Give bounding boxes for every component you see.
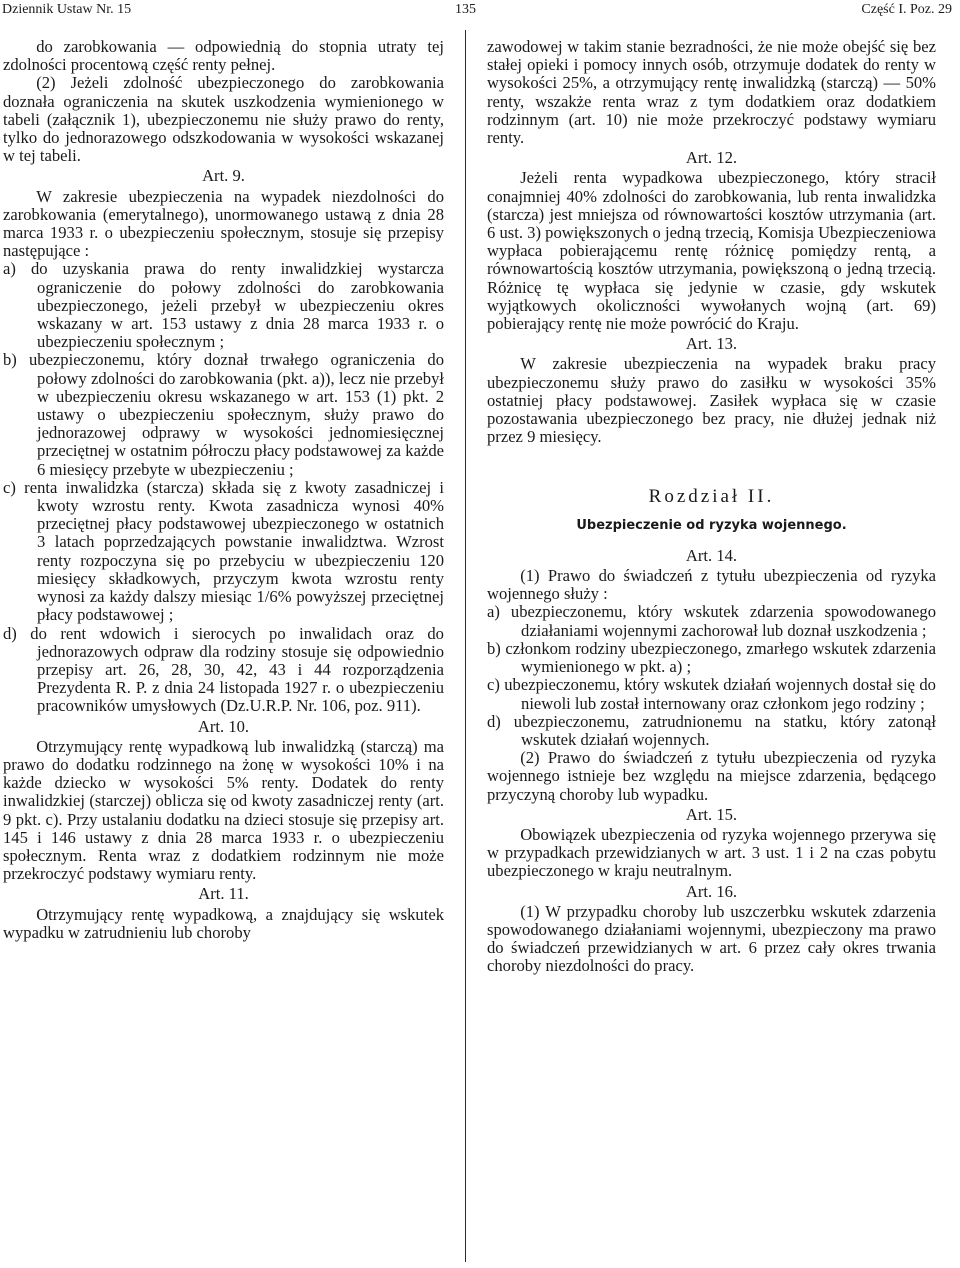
paragraph: do zarobkowania — odpowiednią do stopnia utraty tej zdolności procentową część renty pełnej. (3, 37, 444, 75)
paragraph: Obowiązek ubezpieczenia od ryzyka wojennego przerywa się w przypadkach przewidzianych w art. 3 ust. 1 i 2 na czas pobytu ubezpieczonego w kraju neutralnym. (487, 824, 936, 881)
paragraph: (2) Jeżeli zdolność ubezpieczonego do zarobkowania doznała ograniczenia na skutek uszkodzenia wymienionego w tabeli (załącznik 1), ubezpieczonemu nie służy prawo do renty, tylko do jednorazowego odszkodowania w wysokości wskazanej w tej tabeli. (3, 73, 444, 166)
list-item (487, 713, 936, 749)
list-item-label: d) (3, 623, 17, 643)
list-item-text: ubezpieczonemu, który doznał trwałego ograniczenia do połowy zdolności do zarobkowania (pkt. a)), lecz nie przebył w ubezpieczeniu okresu wskazanego w art. 153 (1) pkt. 2 ustawy o ubezpieczeniu społecznym, służy prawo do jednorazowej odprawy w wysokości jednomiesięcznej przeciętnej w ostatnim półroczu płacy podstawowej za każde 6 miesięcy przebyte w ubezpieczeniu ; (28, 350, 445, 479)
left-column (3, 38, 444, 942)
chapter-subtitle: Ubezpieczenie od ryzyka wojennego. (576, 517, 847, 533)
list-item-text: ubezpieczonemu, który wskutek działań wojennych dostał się do niewoli lub został internowany oraz członkom jego rodziny ; (504, 675, 936, 713)
list-item-label: c) (487, 675, 500, 695)
paragraph: (2) Prawo do świadczeń z tytułu ubezpieczenia od ryzyka wojennego istnieje bez względu na miejsce zdarzenia, będącego przyczyną choroby lub wypadku. (487, 748, 936, 804)
list-item (487, 603, 936, 639)
article-heading: Art. 11. (198, 884, 249, 904)
section-reference: Część I. Poz. 29 (861, 2, 952, 17)
list-item-label: b) (487, 638, 501, 658)
page-header (0, 2, 960, 22)
article-heading: Art. 9. (202, 166, 245, 186)
paragraph: W zakresie ubezpieczenia na wypadek braku pracy ubezpieczonemu służy prawo do zasiłku w wysokości 35% ostatniej płacy podstawowej. Zasiłek wypłaca się w czasie pozostawania ubezpieczonego bez pracy, nie dłużej jednak niż przez 9 miesięcy. (487, 354, 936, 447)
paragraph: Jeżeli renta wypadkowa ubezpieczonego, który stracił conajmniej 40% zdolności do zarobkowania, lub renta inwalidzka (starcza) jest mniejsza od równowartości kosztów utrzymania (art. 6 ust. 3) powiększonych o jedną trzecią, Komisja Ubezpieczeniowa wypłaca pobierającemu rentę różnicę pomiędzy rentą, a równowartością kosztów utrzymania, powiększoną o jedną trzecią. Różnicę tę wypłaca się jedynie w czasie, gdy wskutek wyjątkowych okoliczności wywołanych wojną (art. 69) pobierający rentę nie może powrócić do Kraju. (487, 168, 936, 334)
page-number: 135 (455, 2, 476, 17)
paragraph: zawodowej w takim stanie bezradności, że nie może obejść się bez stałej opieki i pomocy innych osób, otrzymuje dodatek do renty w wysokości 25%, a otrzymujący rentę inwalidzką (starczą) — 50% renty, wszakże renta wraz z tym dodatkiem oraz dodatkiem rodzinnym (art. 10) nie może przekroczyć podstawy wymiaru renty. (487, 37, 936, 148)
article-heading: Art. 12. (685, 148, 738, 168)
article-heading: Art. 15. (685, 804, 738, 824)
list-item (3, 479, 444, 625)
paragraph: Otrzymujący rentę wypadkową, a znajdujący się wskutek wypadku w zatrudnieniu lub choroby (3, 904, 444, 942)
article-heading: Art. 13. (685, 334, 738, 354)
chapter-heading: Rozdział II. (648, 486, 775, 508)
paragraph: (1) Prawo do świadczeń z tytułu ubezpieczenia od ryzyka wojennego służy : (487, 566, 936, 604)
list-item-text: ubezpieczonemu, zatrudnionemu na statku, który zatonął wskutek działań wojennych. (513, 711, 936, 749)
article-heading: Art. 16. (685, 881, 738, 901)
list-item-label: a) (3, 259, 16, 279)
list-item (487, 676, 936, 712)
list-item-label: b) (3, 350, 17, 370)
list-item (3, 260, 444, 351)
column-divider (465, 30, 466, 1262)
journal-title: Dziennik Ustaw Nr. 15 (2, 2, 132, 17)
list-item-label: c) (3, 477, 16, 497)
list-item (3, 625, 444, 716)
paragraph: (1) W przypadku choroby lub uszczerbku wskutek zdarzenia spowodowanego działaniami wojennymi, ubezpieczony ma prawo do świadczeń przewidzianych w art. 6 przez cały okres trwania choroby niezdolności do pracy. (487, 901, 936, 976)
paragraph: Otrzymujący rentę wypadkową lub inwalidzką (starczą) ma prawo do dodatku rodzinnego na żonę w wysokości 10% i na każde dziecko w wysokości 5% renty. Dodatek do renty inwalidzkiej (starczej) oblicza się od kwoty zasadniczej renty (art. 9 pkt. c). Przy ustalaniu dodatku na dzieci stosuje się przepisy art. 145 i 146 ustawy z dnia 28 marca 1933 r. o ubezpieczeniu społecznym. Renta wraz z dodatkiem rodzinnym nie może przekroczyć podstawy wymiaru renty. (3, 736, 444, 884)
list-item-label: d) (487, 711, 501, 731)
list-item-text: renta inwalidzka (starcza) składa się z kwoty zasadniczej i kwoty wzrostu renty. Kwota zasadnicza wynosi 40% przeciętnej płacy podstawowej ubezpieczonego w ostatnich 3 latach poprzedzających powstanie inwalidztwa. Wzrost renty rozpoczyna się po przebyciu w ubezpieczeniu 120 miesięcy składkowych, przyczym kwota wzrostu renty wynosi za każdy dalszy miesiąc 1/6% powyższej przeciętnej płacy podstawowej ; (24, 477, 444, 625)
article-heading: Art. 10. (197, 716, 250, 736)
list-item-text: ubezpieczonemu, który wskutek zdarzenia spowodowanego działaniami wojennymi zachorował lub doznał uszkodzenia ; (510, 602, 936, 640)
paragraph: W zakresie ubezpieczenia na wypadek niezdolności do zarobkowania (emerytalnego), unormowanego ustawą z dnia 28 marca 1933 r. o ubezpieczeniu społecznym, stosuje się przepisy następujące : (3, 186, 444, 261)
list-item-text: do uzyskania prawa do renty inwalidzkiej wystarcza ograniczenie do połowy zdolności do zarobkowania ubezpieczonego, jeżeli przebył w ubezpieczeniu okres wskazany w art. 153 ustawy z dnia 28 marca 1933 r. o ubezpieczeniu społecznym ; (31, 259, 445, 352)
list-item (487, 640, 936, 676)
list-item-label: a) (487, 602, 500, 622)
list-item-text: do rent wdowich i sierocych po inwalidach oraz do jednorazowych odpraw dla rodziny stosuje się odpowiednio przepisy art. 26, 28, 30, 42, 43 i 44 rozporządzenia Prezydenta R. P. z dnia 24 listopada 1927 r. o ubezpieczeniu pracowników umysłowych (Dz.U.R.P. Nr. 106, poz. 911). (30, 623, 444, 716)
list-item (3, 351, 444, 478)
list-item-text: członkom rodziny ubezpieczonego, zmarłego wskutek zdarzenia wymienionego w pkt. a) ; (505, 638, 936, 677)
article-heading: Art. 14. (685, 545, 738, 565)
right-column (487, 38, 936, 976)
